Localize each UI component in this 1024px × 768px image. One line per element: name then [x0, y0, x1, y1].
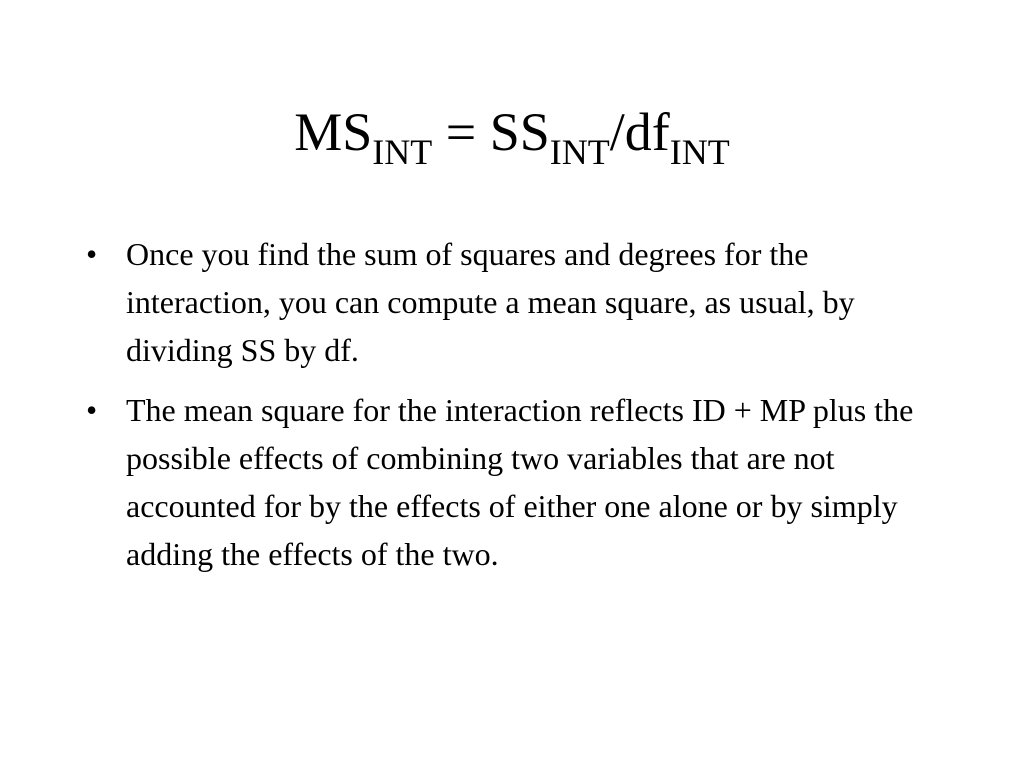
title-ss-subscript: INT: [549, 132, 610, 172]
bullet-marker: •: [86, 392, 98, 428]
slide-title: [0, 100, 1024, 170]
title-ss: SS: [489, 102, 550, 162]
bullet-item: [84, 230, 954, 374]
bullet-marker: •: [86, 236, 98, 272]
title-df: /df: [609, 102, 670, 162]
title-ms: MS: [294, 102, 373, 162]
bullet-item: [84, 386, 954, 578]
bullet-list: [84, 230, 954, 590]
bullet-text: Once you find the sum of squares and degrees for the interaction, you can compute a mean square, as usual, by dividing SS by df.: [126, 236, 855, 368]
title-df-subscript: INT: [669, 132, 730, 172]
bullet-text: The mean square for the interaction reflects ID + MP plus the possible effects of combining two variables that are not accounted for by the effects of either one alone or by simply adding the effects of the two.: [126, 392, 914, 572]
title-equals: =: [432, 102, 490, 162]
title-ms-subscript: INT: [372, 132, 433, 172]
